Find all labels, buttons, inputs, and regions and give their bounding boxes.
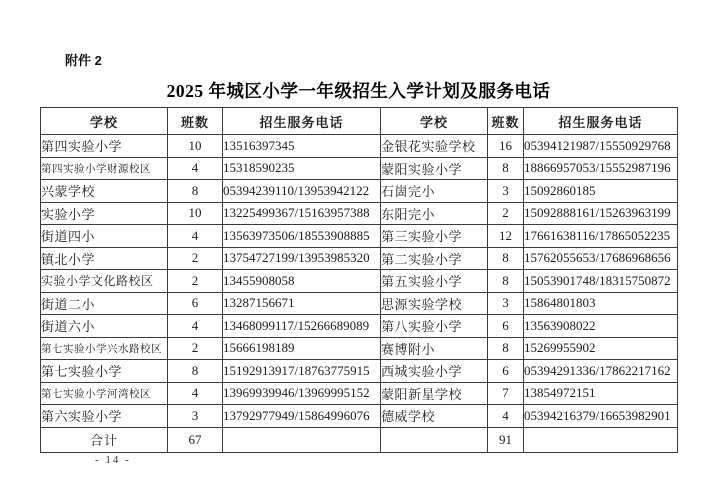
- attachment-label: 附件 2: [65, 53, 102, 68]
- total-row: [41, 427, 678, 452]
- school-cell: 街道二小: [41, 292, 168, 315]
- class-count-cell: 8: [168, 360, 223, 383]
- total-right-classes-cell: 91: [488, 427, 524, 452]
- phone-cell: 13854972151: [524, 382, 678, 405]
- class-count-cell: 6: [488, 315, 524, 338]
- class-count-cell: 4: [488, 405, 524, 428]
- phone-cell: 13225499367/15163957388: [223, 202, 381, 225]
- phone-cell: 15318590235: [223, 157, 381, 180]
- table-row: [41, 157, 678, 180]
- phone-cell: 15762055653/17686968656: [524, 247, 678, 270]
- school-cell: 石崮完小: [381, 180, 488, 203]
- school-cell: 街道六小: [41, 315, 168, 338]
- table-row: [41, 202, 678, 225]
- class-count-cell: 8: [168, 180, 223, 203]
- table-row: [41, 180, 678, 203]
- header-school-right: 学校: [381, 108, 488, 135]
- school-cell: 蒙阳实验小学: [381, 157, 488, 180]
- table-row: [41, 360, 678, 383]
- phone-cell: 15092888161/15263963199: [524, 202, 678, 225]
- phone-cell: 13792977949/15864996076: [223, 405, 381, 428]
- school-cell: 实验小学: [41, 202, 168, 225]
- school-cell: 第二实验小学: [381, 247, 488, 270]
- school-cell: 思源实验学校: [381, 292, 488, 315]
- empty-cell: [223, 427, 381, 452]
- phone-cell: 05394291336/17862217162: [524, 360, 678, 383]
- header-classes-right: 班数: [488, 108, 524, 135]
- enrollment-table: [40, 107, 678, 453]
- table-header-row: [41, 108, 678, 135]
- class-count-cell: 3: [168, 405, 223, 428]
- school-cell: 镇北小学: [41, 247, 168, 270]
- table-row: [41, 135, 678, 158]
- phone-cell: 13969939946/13969995152: [223, 382, 381, 405]
- class-count-cell: 4: [168, 315, 223, 338]
- page-number: - 14 -: [95, 454, 131, 466]
- class-count-cell: 2: [168, 337, 223, 360]
- school-cell: 第三实验小学: [381, 225, 488, 248]
- phone-cell: 15864801803: [524, 292, 678, 315]
- table-row: [41, 382, 678, 405]
- table-row: [41, 292, 678, 315]
- class-count-cell: 6: [168, 292, 223, 315]
- class-count-cell: 4: [168, 157, 223, 180]
- phone-cell: 05394121987/15550929768: [524, 135, 678, 158]
- header-classes-left: 班数: [168, 108, 223, 135]
- table-row: [41, 270, 678, 293]
- school-cell: 第四实验小学财源校区: [41, 157, 168, 180]
- school-cell: 兴蒙学校: [41, 180, 168, 203]
- class-count-cell: 12: [488, 225, 524, 248]
- phone-cell: 05394239110/13953942122: [223, 180, 381, 203]
- phone-cell: 13563973506/18553908885: [223, 225, 381, 248]
- class-count-cell: 10: [168, 135, 223, 158]
- class-count-cell: 3: [488, 292, 524, 315]
- phone-cell: 15053901748/18315750872: [524, 270, 678, 293]
- header-phone-left: 招生服务电话: [223, 108, 381, 135]
- class-count-cell: 6: [488, 360, 524, 383]
- empty-cell: [524, 427, 678, 452]
- school-cell: 金银花实验学校: [381, 135, 488, 158]
- class-count-cell: 10: [168, 202, 223, 225]
- school-cell: 第八实验小学: [381, 315, 488, 338]
- class-count-cell: 2: [168, 247, 223, 270]
- phone-cell: 13468099117/15266689089: [223, 315, 381, 338]
- class-count-cell: 8: [488, 337, 524, 360]
- class-count-cell: 4: [168, 382, 223, 405]
- header-school-left: 学校: [41, 108, 168, 135]
- school-cell: 第四实验小学: [41, 135, 168, 158]
- class-count-cell: 4: [168, 225, 223, 248]
- school-cell: 第六实验小学: [41, 405, 168, 428]
- phone-cell: 05394216379/16653982901: [524, 405, 678, 428]
- school-cell: 第七实验小学: [41, 360, 168, 383]
- school-cell: 街道四小: [41, 225, 168, 248]
- school-cell: 德威学校: [381, 405, 488, 428]
- total-left-classes-cell: 67: [168, 427, 223, 452]
- table-row: [41, 315, 678, 338]
- empty-cell: [381, 427, 488, 452]
- phone-cell: 13516397345: [223, 135, 381, 158]
- table-row: [41, 247, 678, 270]
- class-count-cell: 16: [488, 135, 524, 158]
- school-cell: 第五实验小学: [381, 270, 488, 293]
- phone-cell: 15192913917/18763775915: [223, 360, 381, 383]
- phone-cell: 15269955902: [524, 337, 678, 360]
- phone-cell: 13287156671: [223, 292, 381, 315]
- header-phone-right: 招生服务电话: [524, 108, 678, 135]
- phone-cell: 18866957053/15552987196: [524, 157, 678, 180]
- document-title: 2025 年城区小学一年级招生入学计划及服务电话: [166, 81, 551, 101]
- phone-cell: 13455908058: [223, 270, 381, 293]
- class-count-cell: 3: [488, 180, 524, 203]
- phone-cell: 13563908022: [524, 315, 678, 338]
- phone-cell: 15666198189: [223, 337, 381, 360]
- class-count-cell: 2: [488, 202, 524, 225]
- phone-cell: 17661638116/17865052235: [524, 225, 678, 248]
- class-count-cell: 2: [168, 270, 223, 293]
- class-count-cell: 8: [488, 157, 524, 180]
- table-row: [41, 337, 678, 360]
- class-count-cell: 8: [488, 247, 524, 270]
- school-cell: 蒙阳新星学校: [381, 382, 488, 405]
- school-cell: 东阳完小: [381, 202, 488, 225]
- phone-cell: 15092860185: [524, 180, 678, 203]
- phone-cell: 13754727199/13953985320: [223, 247, 381, 270]
- class-count-cell: 7: [488, 382, 524, 405]
- school-cell: 实验小学文化路校区: [41, 270, 168, 293]
- class-count-cell: 8: [488, 270, 524, 293]
- table-row: [41, 225, 678, 248]
- total-label-cell: 合计: [41, 427, 168, 452]
- school-cell: 第七实验小学兴水路校区: [41, 337, 168, 360]
- school-cell: 赛博附小: [381, 337, 488, 360]
- table-row: [41, 405, 678, 428]
- school-cell: 第七实验小学河湾校区: [41, 382, 168, 405]
- school-cell: 西城实验小学: [381, 360, 488, 383]
